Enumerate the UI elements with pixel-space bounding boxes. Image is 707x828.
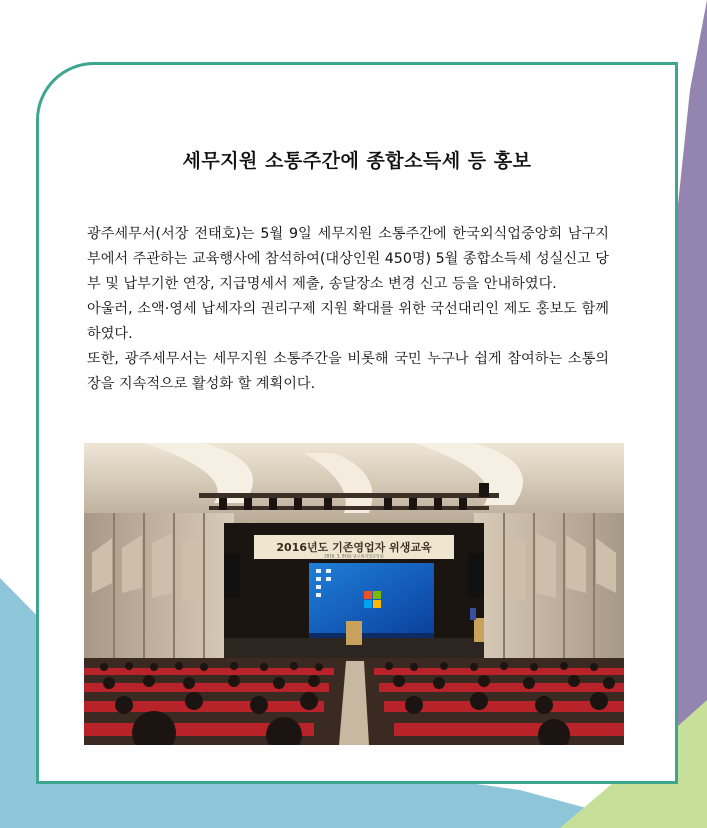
paragraph-1: 광주세무서(서장 전태호)는 5월 9일 세무지원 소통주간에 한국외식업중앙회 남구지부에서 주관하는 교육행사에 참석하여(대상인원 450명) 5월 종합소득세 성실신고 당부 및 납부기한 연장, 지급명세서 제출, 송달장소 변경 신고 등을 안내하였다. (87, 226, 609, 292)
paragraph-2: 아울러, 소액·영세 납세자의 권리구제 지원 확대를 위한 국선대리인 제도 홍보도 함께 하였다. (87, 301, 609, 342)
banner-text: 2016년도 기존영업자 위생교육 (276, 541, 432, 554)
document-body (87, 222, 609, 397)
paragraph-3: 또한, 광주세무서는 세무지원 소통주간을 비롯해 국민 누구나 쉽게 참여하는 소통의 장을 지속적으로 활성화 할 계획이다. (87, 351, 609, 392)
document-title: 세무지원 소통주간에 종합소득세 등 홍보 (182, 150, 532, 172)
banner-subtext: 2016. 5. 9(월) 남구외식업중앙회 (324, 553, 384, 559)
event-photo (84, 443, 624, 745)
